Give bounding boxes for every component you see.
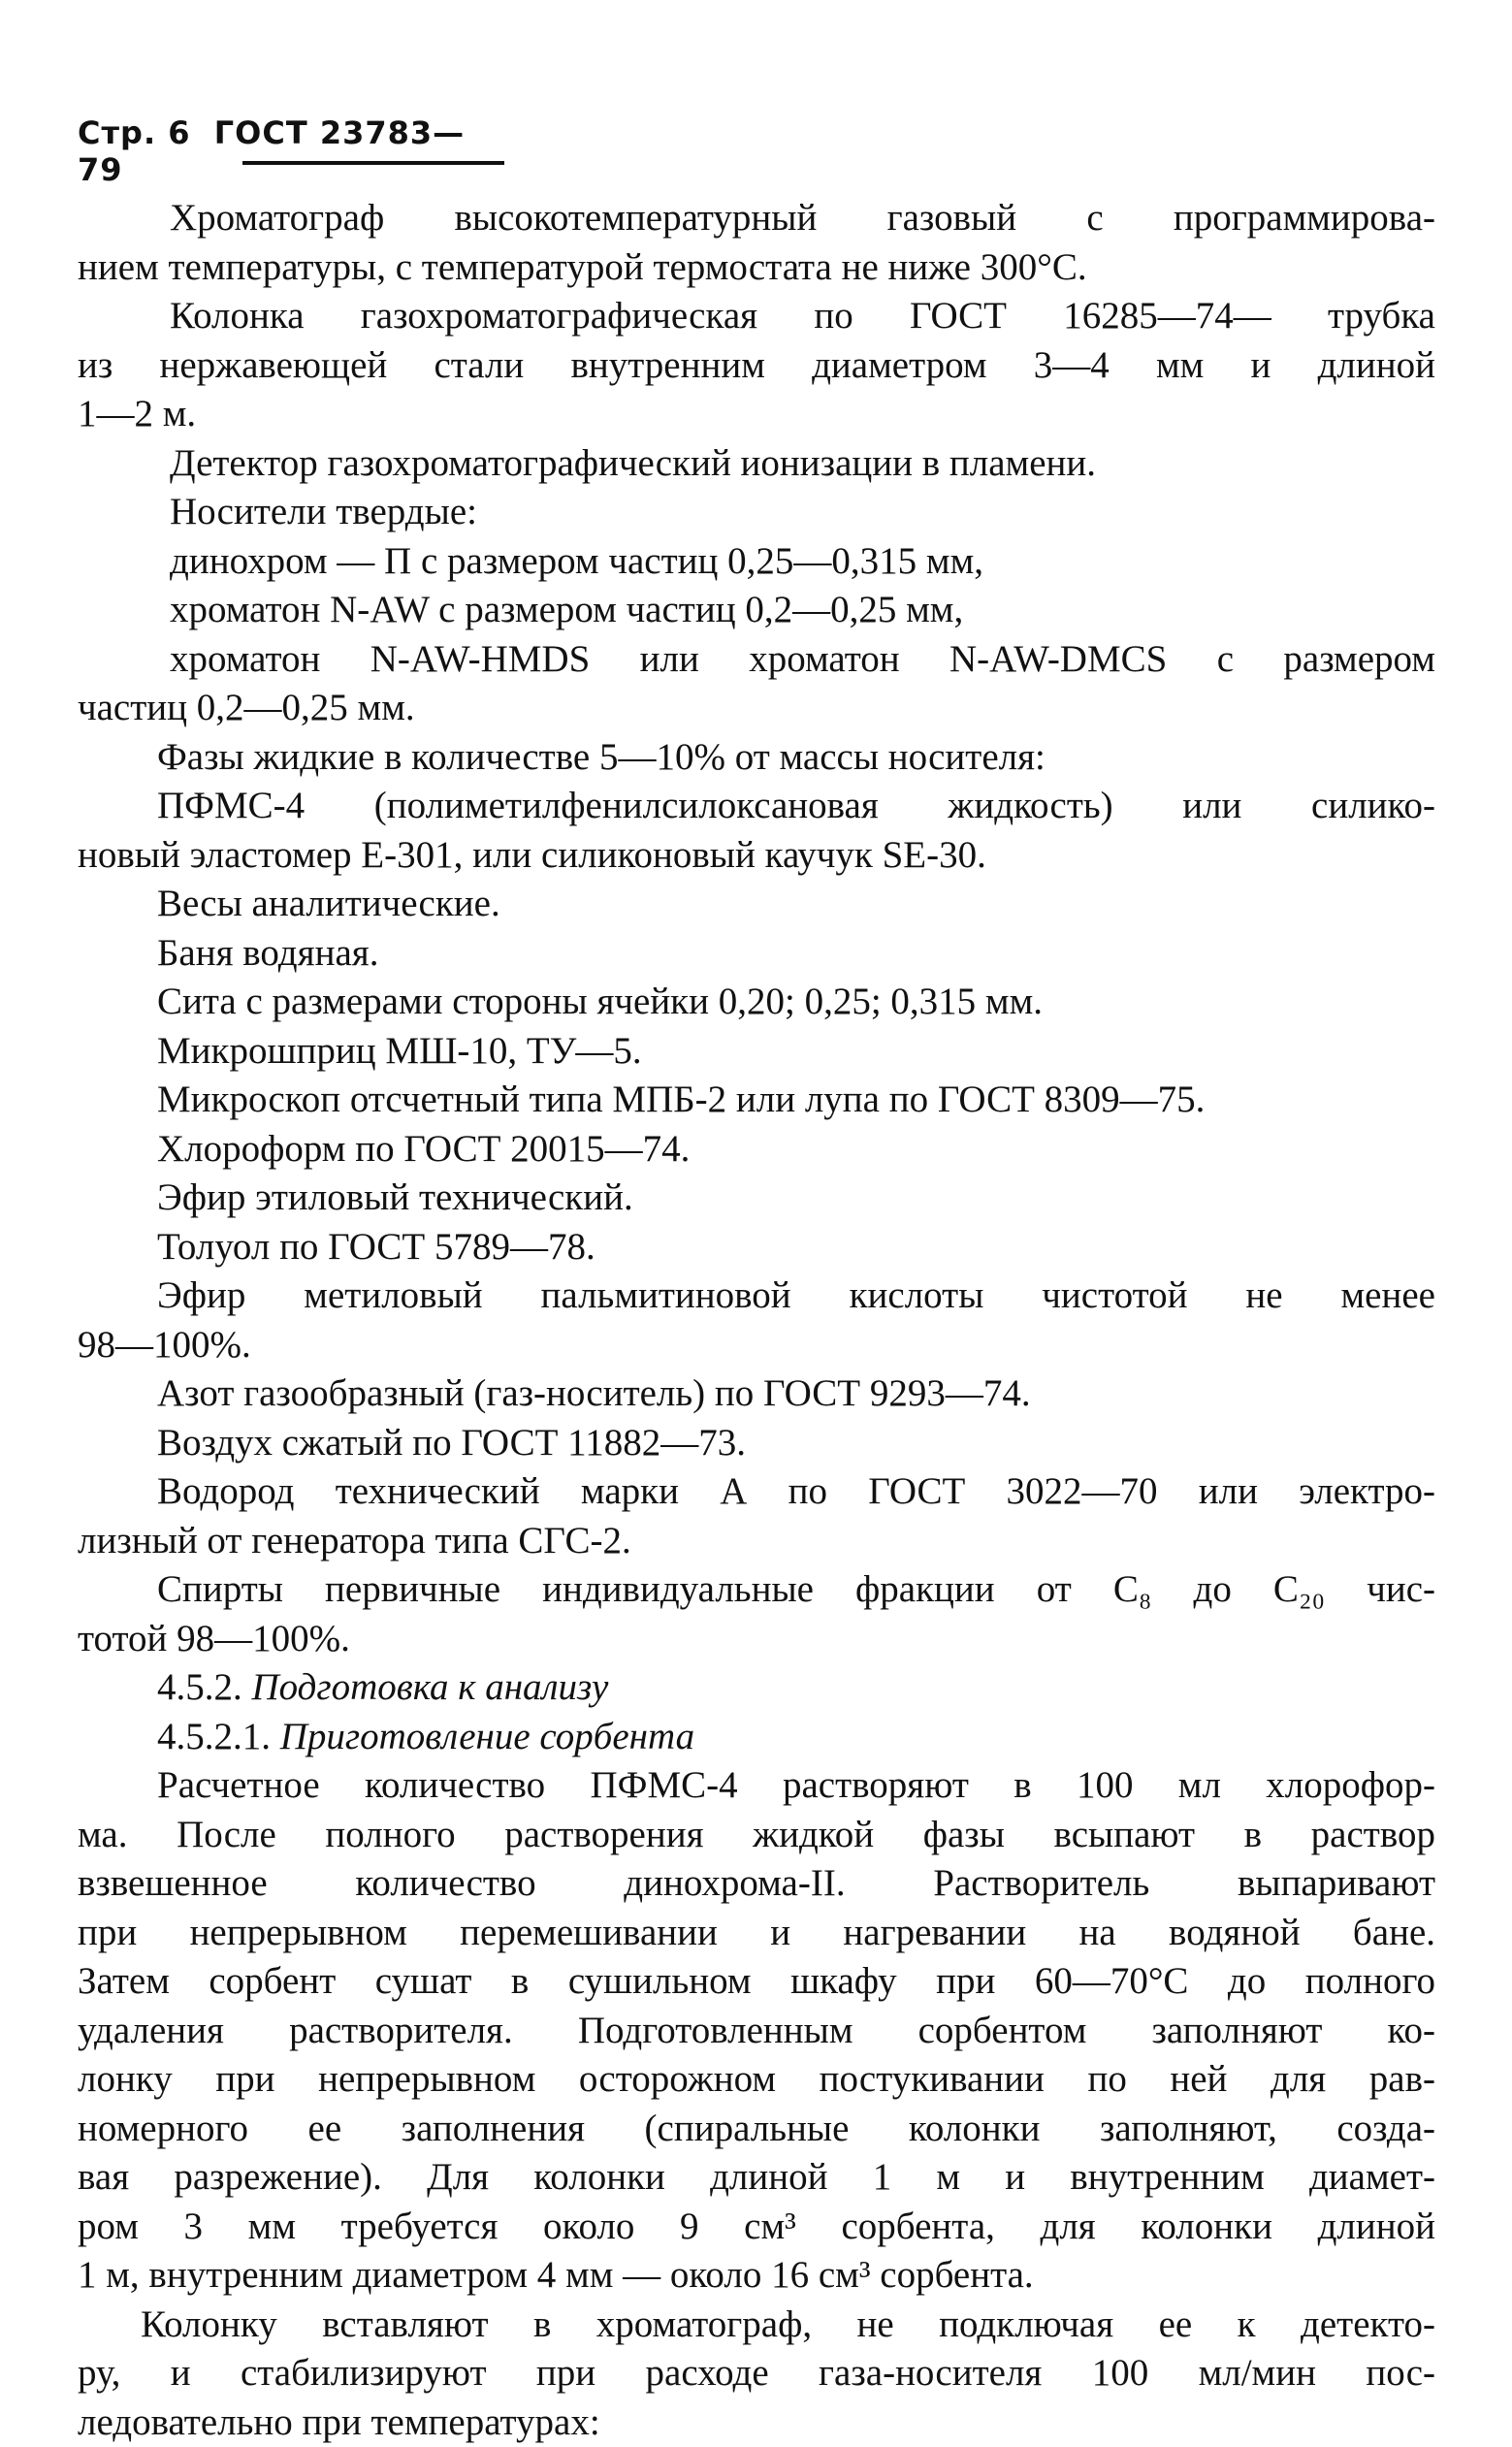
text-line: 4.5.2. Подготовка к анализу bbox=[78, 1663, 1435, 1713]
text-line: Колонка газохроматографическая по ГОСТ 16285—74— трубка bbox=[78, 292, 1435, 341]
text-line: 98—100%. bbox=[78, 1321, 1435, 1370]
document-body bbox=[78, 194, 1435, 2447]
text-line: Носители твердые: bbox=[78, 488, 1435, 537]
header-rule bbox=[242, 161, 504, 165]
text-line: вая разрежение). Для колонки длиной 1 м и внутренним диамет- bbox=[78, 2153, 1435, 2203]
text-line: Азот газообразный (газ-носитель) по ГОСТ 9293—74. bbox=[78, 1369, 1435, 1419]
text-line: динохром — П с размером частиц 0,25—0,315 мм, bbox=[78, 537, 1435, 587]
text-line: Хлороформ по ГОСТ 20015—74. bbox=[78, 1125, 1435, 1175]
text-line: Толуол по ГОСТ 5789—78. bbox=[78, 1223, 1435, 1272]
standard-number: ГОСТ 23783—79 bbox=[78, 114, 465, 188]
text-line: ледовательно при температурах: bbox=[78, 2399, 1435, 2447]
text-line: Весы аналитические. bbox=[78, 880, 1435, 929]
text-line: 1—2 м. bbox=[78, 390, 1435, 439]
text-line: ром 3 мм требуется около 9 см³ сорбента, для колонки длиной bbox=[78, 2203, 1435, 2252]
text-line: Детектор газохроматографический ионизации в пламени. bbox=[78, 439, 1435, 489]
text-line: 4.5.2.1. Приготовление сорбента bbox=[78, 1713, 1435, 1762]
text-line: Колонку вставляют в хроматограф, не подключая ее к детекто- bbox=[78, 2301, 1435, 2350]
text-line: Сита с размерами стороны ячейки 0,20; 0,25; 0,315 мм. bbox=[78, 978, 1435, 1027]
text-line: лизный от генератора типа СГС-2. bbox=[78, 1517, 1435, 1566]
text-line: Баня водяная. bbox=[78, 929, 1435, 979]
text-line: Эфир метиловый пальмитиновой кислоты чистотой не менее bbox=[78, 1272, 1435, 1321]
text-line: Спирты первичные индивидуальные фракции от C₈ до C₂₀ чис- bbox=[78, 1565, 1435, 1615]
text-line: ма. После полного растворения жидкой фазы всыпают в раствор bbox=[78, 1811, 1435, 1860]
text-line: Фазы жидкие в количестве 5—10% от массы носителя: bbox=[78, 733, 1435, 783]
text-line: удаления растворителя. Подготовленным сорбентом заполняют ко- bbox=[78, 2007, 1435, 2056]
text-line: при непрерывном перемешивании и нагревании на водяной бане. bbox=[78, 1909, 1435, 1958]
text-line: Эфир этиловый технический. bbox=[78, 1174, 1435, 1223]
text-line: тотой 98—100%. bbox=[78, 1615, 1435, 1664]
text-line: ПФМС-4 (полиметилфенилсилоксановая жидкость) или силико- bbox=[78, 782, 1435, 831]
text-line: Затем сорбент сушат в сушильном шкафу при 60—70°С до полного bbox=[78, 1957, 1435, 2007]
text-line: хроматон N-AW-HMDS или хроматон N-AW-DMCS с размером bbox=[78, 635, 1435, 685]
text-line: новый эластомер Е-301, или силиконовый каучук SE-30. bbox=[78, 831, 1435, 881]
text-line: ру, и стабилизируют при расходе газа-носителя 100 мл/мин пос- bbox=[78, 2349, 1435, 2399]
text-line: Воздух сжатый по ГОСТ 11882—73. bbox=[78, 1419, 1435, 1468]
text-line: Микрошприц МШ-10, ТУ—5. bbox=[78, 1027, 1435, 1077]
text-line: лонку при непрерывном осторожном постукивании по ней для рав- bbox=[78, 2055, 1435, 2105]
text-line: Микроскоп отсчетный типа МПБ-2 или лупа по ГОСТ 8309—75. bbox=[78, 1076, 1435, 1125]
text-line: номерного ее заполнения (спиральные колонки заполняют, созда- bbox=[78, 2105, 1435, 2154]
text-line: хроматон N-AW с размером частиц 0,2—0,25 мм, bbox=[78, 586, 1435, 635]
text-line: нием температуры, с температурой термостата не ниже 300°С. bbox=[78, 243, 1435, 293]
text-line: Хроматограф высокотемпературный газовый с программирова- bbox=[78, 194, 1435, 243]
text-line: частиц 0,2—0,25 мм. bbox=[78, 684, 1435, 733]
text-line: 1 м, внутренним диаметром 4 мм — около 16 см³ сорбента. bbox=[78, 2251, 1435, 2301]
text-line: Водород технический марки А по ГОСТ 3022—70 или электро- bbox=[78, 1467, 1435, 1517]
text-line: взвешенное количество динохрома-II. Растворитель выпаривают bbox=[78, 1859, 1435, 1909]
page-header bbox=[78, 114, 504, 188]
text-line: из нержавеющей стали внутренним диаметром 3—4 мм и длиной bbox=[78, 341, 1435, 391]
text-line: Расчетное количество ПФМС-4 растворяют в 100 мл хлорофор- bbox=[78, 1761, 1435, 1811]
page-number: Стр. 6 bbox=[78, 114, 191, 151]
